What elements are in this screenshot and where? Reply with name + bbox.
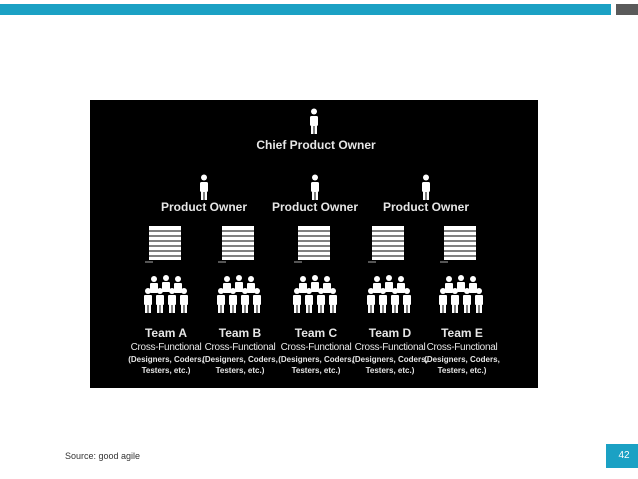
source-caption: Source: good agile	[65, 451, 141, 461]
product-owner-2-label: Product Owner	[271, 200, 359, 214]
team-c-name: Team C	[294, 326, 338, 340]
backlog-a-icon	[145, 224, 185, 264]
chief-person-icon	[308, 108, 320, 134]
backlog-b-icon	[218, 224, 258, 264]
product-owner-1-icon	[198, 174, 210, 200]
team-b-desc-line2: Testers, etc.)	[215, 366, 265, 375]
backlog-d-icon	[368, 224, 408, 264]
team-a-name: Team A	[144, 326, 188, 340]
team-b-name: Team B	[218, 326, 262, 340]
team-e-desc-line1: (Designers, Coders,	[424, 355, 500, 364]
backlog-e-icon	[440, 224, 480, 264]
team-c-type: Cross-Functional	[280, 342, 352, 353]
backlog-c-icon	[294, 224, 334, 264]
team-d-name: Team D	[368, 326, 412, 340]
product-owner-1-label: Product Owner	[160, 200, 248, 214]
team-c-group-icon	[291, 275, 339, 315]
product-owner-2-icon	[309, 174, 321, 200]
header-accent-bar	[0, 4, 611, 15]
team-a-desc-line2: Testers, etc.)	[141, 366, 191, 375]
header-secondary-block	[616, 4, 638, 15]
team-a-desc-line1: (Designers, Coders,	[128, 355, 204, 364]
team-b-type: Cross-Functional	[204, 342, 276, 353]
team-d-type: Cross-Functional	[354, 342, 426, 353]
team-e-group-icon	[437, 275, 485, 315]
org-diagram	[90, 100, 538, 388]
team-e-type: Cross-Functional	[426, 342, 498, 353]
team-c-desc-line1: (Designers, Coders,	[278, 355, 354, 364]
team-b-desc-line1: (Designers, Coders,	[202, 355, 278, 364]
team-c-desc-line2: Testers, etc.)	[291, 366, 341, 375]
product-owner-3-label: Product Owner	[382, 200, 470, 214]
team-a-group-icon	[142, 275, 190, 315]
team-a-type: Cross-Functional	[130, 342, 202, 353]
team-d-desc-line1: (Designers, Coders,	[352, 355, 428, 364]
team-b-group-icon	[215, 275, 263, 315]
page-number: 42	[610, 444, 638, 468]
product-owner-3-icon	[420, 174, 432, 200]
team-e-desc-line2: Testers, etc.)	[437, 366, 487, 375]
chief-product-owner-label: Chief Product Owner	[256, 138, 376, 152]
team-d-desc-line2: Testers, etc.)	[365, 366, 415, 375]
team-d-group-icon	[365, 275, 413, 315]
team-e-name: Team E	[441, 326, 483, 340]
